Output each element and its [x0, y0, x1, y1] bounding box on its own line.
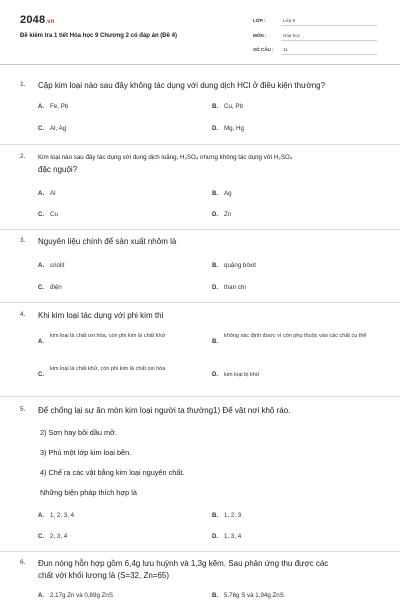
question-6 — [20, 558, 380, 600]
meta-underline — [281, 25, 377, 26]
option-b[interactable] — [212, 103, 243, 110]
question-text-continued: đặc nguội? — [38, 165, 78, 174]
question-3 — [20, 236, 380, 296]
question-number: 3. — [20, 237, 26, 244]
option-c[interactable] — [38, 533, 67, 540]
question-2 — [20, 153, 380, 228]
option-a[interactable] — [38, 592, 113, 599]
document-title: Đề kiểm tra 1 tiết Hóa học 9 Chương 2 có đáp án (Đề 4) — [20, 33, 177, 39]
option-text: kim loại là chất khử, còn phi kim là chất oxi hóa — [50, 366, 166, 372]
question-1 — [20, 80, 380, 140]
option-text: criolit — [50, 262, 65, 269]
option-d[interactable] — [212, 211, 231, 218]
option-letter: B. — [212, 513, 218, 519]
option-letter: A. — [38, 191, 44, 197]
option-d[interactable] — [212, 533, 241, 540]
option-letter: B. — [212, 593, 218, 599]
option-text: 1, 2, 3 — [224, 512, 242, 519]
option-b[interactable] — [212, 592, 284, 599]
question-number: 5. — [20, 406, 26, 413]
option-text: Mg, Hg — [224, 125, 244, 132]
question-number: 4. — [20, 311, 26, 318]
question-divider — [0, 396, 400, 397]
meta-count-value: 11 — [283, 47, 288, 52]
option-text: Ag — [224, 190, 232, 197]
option-letter: A. — [38, 593, 44, 599]
question-text: Cặp kim loại nào sau đây không tác dụng với dung dịch HCl ở điều kiện thường? — [38, 81, 326, 90]
option-a[interactable] — [38, 103, 68, 110]
option-c[interactable] — [38, 125, 66, 132]
option-d[interactable] — [212, 284, 246, 291]
option-letter: A. — [38, 104, 44, 110]
statement-line: 4) Chế ra các vật bằng kim loại nguyên chất. — [40, 468, 185, 477]
option-c[interactable] — [38, 284, 62, 291]
site-logo[interactable] — [20, 14, 55, 26]
option-d[interactable] — [212, 125, 244, 132]
option-letter: C. — [38, 372, 44, 378]
logo-text: 2048 — [20, 14, 46, 26]
option-text: không xác định được vì còn phụ thuộc vào các chất cụ thể — [224, 333, 367, 339]
question-number: 2. — [20, 153, 26, 160]
question-4 — [20, 310, 380, 395]
option-letter: A. — [38, 263, 44, 269]
meta-underline — [281, 54, 377, 55]
question-divider — [0, 302, 400, 303]
option-text: kim loại là chất oxi hóa, còn phi kim là chất khử — [50, 333, 166, 339]
option-text: 2, 3, 4 — [50, 533, 68, 540]
question-divider — [0, 144, 400, 145]
option-text: Cu — [50, 211, 58, 218]
option-text: 5,76g S và 1,94g ZnS — [224, 592, 284, 599]
option-letter: A. — [38, 339, 44, 345]
option-letter: C. — [38, 212, 44, 218]
option-text: Zn — [224, 211, 232, 218]
option-text: điện — [50, 284, 62, 291]
question-number: 6. — [20, 559, 26, 566]
option-a[interactable] — [38, 262, 64, 269]
option-letter: C. — [38, 534, 44, 540]
question-text: Đun nóng hỗn hợp gồm 6,4g lưu huỳnh và 1,3g kẽm. Sau phản ứng thu được các — [38, 559, 329, 568]
question-divider — [0, 551, 400, 552]
statement-line: 2) Sơn hay bôi dầu mỡ. — [40, 428, 117, 437]
option-text: than chì — [224, 284, 247, 291]
option-text: Cu, Pb — [224, 103, 243, 110]
option-letter: B. — [212, 191, 218, 197]
option-text: 1, 3, 4 — [224, 533, 242, 540]
option-letter: B. — [212, 263, 218, 269]
meta-subject-value: Hóa học — [283, 33, 301, 38]
option-c[interactable] — [38, 211, 58, 218]
option-letter: D. — [212, 372, 218, 378]
question-text: Khi kim loại tác dụng với phi kim thì — [38, 311, 164, 320]
option-text: 1, 2, 3, 4 — [50, 512, 75, 519]
option-text: Al — [50, 190, 56, 197]
option-a[interactable] — [38, 332, 198, 352]
option-a[interactable] — [38, 190, 56, 197]
option-d[interactable] — [212, 371, 382, 381]
option-text: 2,17g Zn và 0,89g ZnS — [50, 592, 113, 599]
option-text: Al, Ag — [50, 125, 67, 132]
logo-suffix: .vn — [45, 19, 55, 25]
option-b[interactable] — [212, 332, 382, 352]
option-letter: C. — [38, 126, 44, 132]
question-text: Để chống lại sự ăn mòn kim loại người ta thường1) Để vật nơi khô ráo. — [38, 406, 291, 415]
option-letter: D. — [212, 285, 218, 291]
meta-class-value: Lớp 9 — [283, 18, 295, 23]
option-c[interactable] — [38, 365, 198, 385]
statement-line: 3) Phủ một lớp kim loại bền. — [40, 448, 132, 457]
option-b[interactable] — [212, 262, 256, 269]
option-letter: C. — [38, 285, 44, 291]
option-text: quặng bôxit — [224, 262, 256, 269]
option-b[interactable] — [212, 190, 232, 197]
option-letter: D. — [212, 212, 218, 218]
meta-subject-label: MÔN : — [253, 33, 267, 38]
meta-count-label: SỐ CÂU : — [253, 47, 274, 52]
question-text: Nguyên liệu chính để sản xuất nhôm là — [38, 237, 177, 246]
option-letter: D. — [212, 534, 218, 540]
meta-underline — [281, 40, 377, 41]
option-letter: B. — [212, 339, 218, 345]
meta-class-label: LỚP : — [253, 18, 266, 23]
option-text: kim loại bị khử — [224, 372, 260, 378]
question-text-continued: chất với khối lượng là (S=32, Zn=65) — [38, 571, 170, 580]
question-text: Kim loại nào sau đây tác dụng với dung dịch loãng, H₂SO₄ nhưng không tác dụng với H₂SO₄ — [38, 154, 293, 161]
option-a[interactable] — [38, 512, 74, 519]
question-number: 1. — [20, 81, 26, 88]
option-text: Fe, Pb — [50, 103, 69, 110]
header-divider — [0, 64, 400, 65]
statement-line: Những biện pháp thích hợp là — [40, 488, 137, 497]
option-b[interactable] — [212, 512, 241, 519]
option-letter: B. — [212, 104, 218, 110]
option-letter: D. — [212, 126, 218, 132]
option-letter: A. — [38, 513, 44, 519]
page-header — [0, 0, 400, 72]
question-divider — [0, 229, 400, 230]
